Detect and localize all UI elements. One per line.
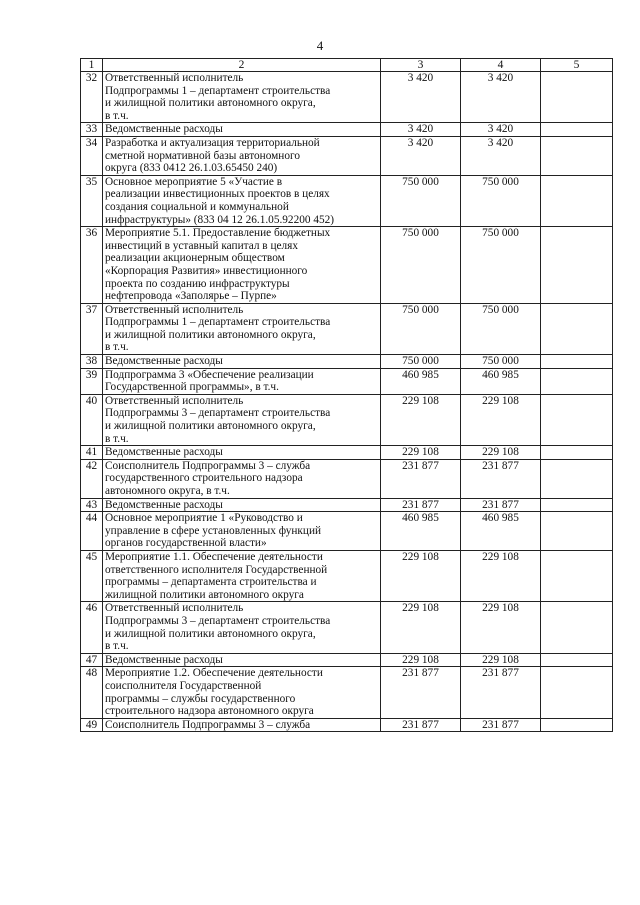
table-row: [81, 512, 613, 551]
table-row: [81, 136, 613, 175]
row-value-col4: 229 108: [461, 550, 541, 601]
column-header-3: 3: [381, 59, 461, 72]
row-description: Соисполнитель Подпрограммы 3 – служба: [103, 718, 381, 732]
budget-table: [80, 58, 613, 732]
budget-table-body: [81, 59, 613, 732]
row-value-col4: 750 000: [461, 355, 541, 369]
row-value-col4: 750 000: [461, 303, 541, 354]
row-value-col4: 460 985: [461, 512, 541, 551]
table-row: [81, 355, 613, 369]
table-row: [81, 667, 613, 718]
row-value-col3: 231 877: [381, 498, 461, 512]
row-number: 49: [81, 718, 103, 732]
table-row: [81, 175, 613, 226]
row-number: 41: [81, 446, 103, 460]
row-value-col3: 229 108: [381, 394, 461, 445]
row-value-col3: 750 000: [381, 175, 461, 226]
row-number: 33: [81, 123, 103, 137]
page-number: 4: [316, 38, 324, 53]
row-number: 46: [81, 602, 103, 653]
table-row: [81, 123, 613, 137]
row-value-col5: [541, 667, 613, 718]
row-value-col3: 229 108: [381, 653, 461, 667]
row-number: 32: [81, 72, 103, 123]
row-description: Основное мероприятие 1 «Руководство и управление в сфере установленных функций органов государственной власти»: [103, 512, 381, 551]
row-number: 39: [81, 368, 103, 394]
row-description: Ответственный исполнитель Подпрограммы 3 – департамент строительства и жилищной политики автономного округа, в т.ч.: [103, 394, 381, 445]
table-row: [81, 602, 613, 653]
row-value-col3: 3 420: [381, 123, 461, 137]
table-row: [81, 446, 613, 460]
row-value-col4: 750 000: [461, 227, 541, 304]
row-number: 43: [81, 498, 103, 512]
table-row: [81, 550, 613, 601]
row-description: Ответственный исполнитель Подпрограммы 1 – департамент строительства и жилищной политики автономного округа, в т.ч.: [103, 303, 381, 354]
row-value-col5: [541, 355, 613, 369]
row-value-col5: [541, 550, 613, 601]
row-value-col5: [541, 123, 613, 137]
row-value-col5: [541, 175, 613, 226]
row-value-col5: [541, 512, 613, 551]
column-header-5: 5: [541, 59, 613, 72]
row-value-col4: 231 877: [461, 498, 541, 512]
row-value-col5: [541, 303, 613, 354]
row-value-col4: 3 420: [461, 72, 541, 123]
row-value-col4: 3 420: [461, 136, 541, 175]
row-value-col4: 229 108: [461, 394, 541, 445]
row-description: Ведомственные расходы: [103, 498, 381, 512]
row-value-col4: 229 108: [461, 602, 541, 653]
row-value-col3: 231 877: [381, 718, 461, 732]
row-description: Разработка и актуализация территориальной сметной нормативной базы автономного округа (833 0412 26.1.03.65450 240): [103, 136, 381, 175]
row-number: 35: [81, 175, 103, 226]
row-value-col5: [541, 136, 613, 175]
row-value-col5: [541, 498, 613, 512]
column-header-2: 2: [103, 59, 381, 72]
row-value-col3: 750 000: [381, 227, 461, 304]
row-value-col3: 231 877: [381, 459, 461, 498]
row-value-col3: 3 420: [381, 136, 461, 175]
row-value-col4: 229 108: [461, 446, 541, 460]
row-value-col4: 460 985: [461, 368, 541, 394]
row-number: 45: [81, 550, 103, 601]
table-row: [81, 653, 613, 667]
table-row: [81, 394, 613, 445]
row-description: Ведомственные расходы: [103, 446, 381, 460]
row-value-col5: [541, 718, 613, 732]
row-number: 38: [81, 355, 103, 369]
row-number: 34: [81, 136, 103, 175]
table-header-row: [81, 59, 613, 72]
row-number: 42: [81, 459, 103, 498]
row-value-col3: 229 108: [381, 602, 461, 653]
table-row: [81, 718, 613, 732]
row-value-col5: [541, 227, 613, 304]
row-value-col3: 229 108: [381, 446, 461, 460]
column-header-4: 4: [461, 59, 541, 72]
row-value-col4: 231 877: [461, 667, 541, 718]
row-number: 40: [81, 394, 103, 445]
table-row: [81, 459, 613, 498]
row-description: Ведомственные расходы: [103, 123, 381, 137]
row-number: 48: [81, 667, 103, 718]
table-row: [81, 498, 613, 512]
row-value-col4: 231 877: [461, 718, 541, 732]
row-value-col3: 460 985: [381, 368, 461, 394]
row-value-col4: 229 108: [461, 653, 541, 667]
row-value-col5: [541, 653, 613, 667]
column-header-1: 1: [81, 59, 103, 72]
row-value-col3: 460 985: [381, 512, 461, 551]
row-description: Подпрограмма 3 «Обеспечение реализации Государственной программы», в т.ч.: [103, 368, 381, 394]
row-description: Мероприятие 5.1. Предоставление бюджетных инвестиций в уставный капитал в целях реализации акционерным обществом «Корпорация Развития» инвестиционного проекта по созданию инфраструктуры нефтепровода «Заполярье – Пурпе»: [103, 227, 381, 304]
table-row: [81, 303, 613, 354]
row-value-col5: [541, 459, 613, 498]
row-description: Соисполнитель Подпрограммы 3 – служба государственного строительного надзора автономного округа, в т.ч.: [103, 459, 381, 498]
row-value-col5: [541, 394, 613, 445]
row-value-col3: 750 000: [381, 303, 461, 354]
row-number: 44: [81, 512, 103, 551]
table-row: [81, 72, 613, 123]
row-value-col3: 3 420: [381, 72, 461, 123]
row-description: Ответственный исполнитель Подпрограммы 1 – департамент строительства и жилищной политики автономного округа, в т.ч.: [103, 72, 381, 123]
row-description: Основное мероприятие 5 «Участие в реализации инвестиционных проектов в целях создания социальной и коммунальной инфраструктуры» (833 04 12 26.1.05.92200 452): [103, 175, 381, 226]
row-value-col5: [541, 72, 613, 123]
row-description: Ведомственные расходы: [103, 653, 381, 667]
row-value-col4: 750 000: [461, 175, 541, 226]
table-row: [81, 368, 613, 394]
row-number: 36: [81, 227, 103, 304]
row-description: Ведомственные расходы: [103, 355, 381, 369]
row-value-col3: 750 000: [381, 355, 461, 369]
row-value-col4: 3 420: [461, 123, 541, 137]
row-description: Мероприятие 1.2. Обеспечение деятельности соисполнителя Государственной программы – службы государственного строительного надзора автономного округа: [103, 667, 381, 718]
row-description: Ответственный исполнитель Подпрограммы 3 – департамент строительства и жилищной политики автономного округа, в т.ч.: [103, 602, 381, 653]
row-value-col5: [541, 368, 613, 394]
row-value-col5: [541, 602, 613, 653]
row-value-col4: 231 877: [461, 459, 541, 498]
row-description: Мероприятие 1.1. Обеспечение деятельности ответственного исполнителя Государственной программы – департамента строительства и жилищной политики автономного округа: [103, 550, 381, 601]
table-row: [81, 227, 613, 304]
row-number: 47: [81, 653, 103, 667]
row-number: 37: [81, 303, 103, 354]
row-value-col5: [541, 446, 613, 460]
row-value-col3: 231 877: [381, 667, 461, 718]
row-value-col3: 229 108: [381, 550, 461, 601]
